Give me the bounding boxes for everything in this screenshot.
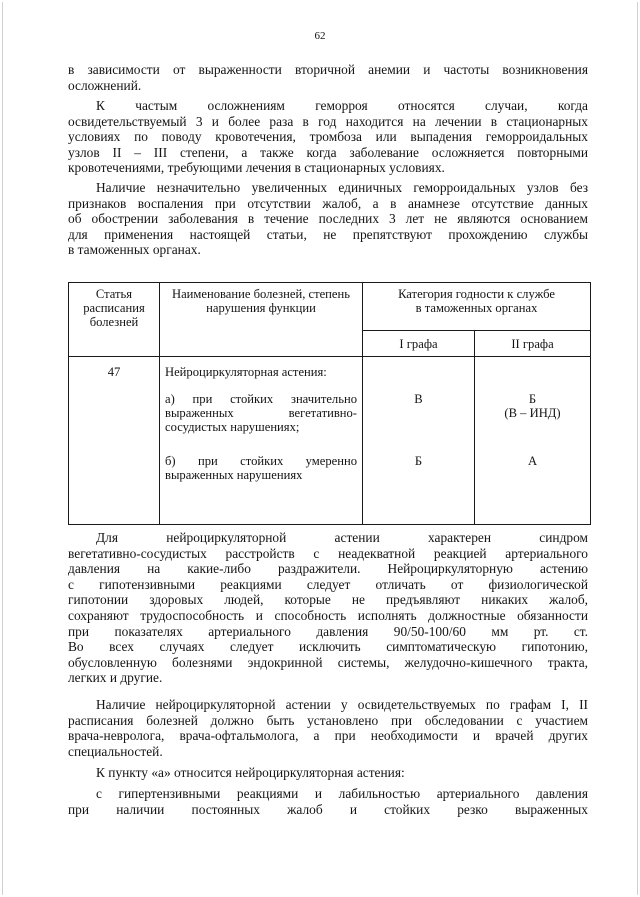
- paragraph-line: признаков воспаления при отсутствии жалоб, а в анамнезе отсутствие данных: [68, 195, 588, 211]
- paragraph-line: условиях по поводу кровотечения, тромбоза или выпадения геморроидальных: [68, 129, 588, 145]
- paragraph-line: обусловленную болезнями эндокринной системы, желудочно-кишечного тракта,: [68, 654, 588, 670]
- paragraph-line: расписания болезней должно быть установлено при обследовании с участием: [68, 712, 588, 728]
- paragraph-line: в таможенных органах.: [68, 242, 201, 258]
- paragraph-line: освидетельствуемый 3 и более раза в год находится на лечении в стационарных: [68, 113, 588, 129]
- paragraph-line: при показателях артериального давления 90/50-100/60 мм рт. ст.: [68, 623, 588, 639]
- disease-cell: [160, 357, 363, 525]
- item-a-line: а) при стойких значительно: [165, 392, 357, 406]
- paragraph-3: [68, 180, 588, 258]
- paragraph-5: [68, 697, 588, 759]
- paragraph-line: Наличие незначительно увеличенных единичных геморроидальных узлов без: [96, 180, 588, 195]
- header-col-1: I графа: [363, 331, 475, 357]
- a-col-1: В: [414, 392, 423, 406]
- paragraph-line: для применения настоящей статьи, не препятствуют прохождению службы: [68, 226, 588, 242]
- header-line: Категория годности к службе: [398, 287, 555, 301]
- a-col-2: [480, 392, 585, 420]
- paragraph-line: в зависимости от выраженности вторичной анемии и частоты возникновения: [68, 62, 588, 77]
- paragraph-line: Наличие нейроциркуляторной астении у освидетельствуемых по графам I, II: [96, 697, 588, 712]
- paragraph-line: врача-невролога, врача-офтальмолога, а при необходимости и врачей других: [68, 728, 588, 744]
- paragraph-2: [68, 98, 588, 176]
- paragraph-line: об обострении заболевания в течение последних 3 лет не являются основанием: [68, 211, 588, 227]
- paragraph-line: с гипотензивными реакциями следует отличать от физиологической: [68, 576, 588, 592]
- paragraph-line: узлов II – III степени, а также когда заболевание осложняется повторными: [68, 144, 588, 160]
- paragraph-line: при наличии постоянных жалоб и стойких резко выраженных: [68, 801, 588, 817]
- paragraph-4: [68, 530, 588, 686]
- paragraph-line: осложнений.: [68, 77, 142, 93]
- paragraph-line: вегетативно-сосудистых расстройств с неадекватной реакцией артериального: [68, 545, 588, 561]
- item-b-line: б) при стойких умеренно: [165, 454, 357, 468]
- fitness-table: [68, 282, 590, 514]
- paragraph-line: давления на какие-либо раздражители. Нейроциркуляторную астению: [68, 561, 588, 577]
- col-1-values: [363, 357, 475, 525]
- disease-title: Нейроциркуляторная астения:: [165, 365, 327, 379]
- header-category: [363, 283, 591, 331]
- header-line: в таможенных органах: [415, 301, 538, 315]
- header-line: расписания: [83, 301, 145, 315]
- b-col-2: А: [527, 454, 538, 468]
- item-a-line: сосудистых нарушениях;: [165, 420, 300, 434]
- article-number: 47: [69, 357, 160, 525]
- a-col-2-line: (В – ИНД): [504, 406, 561, 420]
- a-col-2-line: Б: [528, 392, 537, 406]
- paragraph-1: [68, 62, 588, 93]
- header-line: болезней: [89, 315, 139, 329]
- item-b: [165, 454, 357, 482]
- header-line: Статья: [95, 287, 133, 301]
- item-a: [165, 392, 357, 434]
- paragraph-line: специальностей.: [68, 743, 163, 759]
- item-a-line: выраженных вегетативно-: [165, 406, 357, 420]
- item-b-line: выраженных нарушениях: [165, 468, 303, 482]
- paragraph-line: К пункту «а» относится нейроциркуляторная астения:: [96, 765, 405, 780]
- paragraph-7: [68, 786, 588, 817]
- paragraph-line: Для нейроциркуляторной астении характерен синдром: [96, 530, 588, 545]
- paragraph-line: К частым осложнениям геморроя относятся случаи, когда: [96, 98, 588, 113]
- paragraph-line: Во всех случаях следует исключить симптоматическую гипотонию,: [68, 639, 588, 655]
- header-col-2: II графа: [475, 331, 591, 357]
- col-2-values: [475, 357, 591, 525]
- paragraph-line: кровотечениями, требующими лечения в стационарных условиях.: [68, 160, 445, 176]
- page-number: 62: [314, 30, 326, 42]
- header-article: [69, 283, 160, 357]
- b-col-1: Б: [414, 454, 423, 468]
- paragraph-line: с гипертензивными реакциями и лабильностью артериального давления: [96, 786, 588, 801]
- paragraph-6: [68, 765, 588, 781]
- paragraph-line: легких и другие.: [68, 670, 163, 686]
- paragraph-line: сохраняют трудоспособность и способность исполнять должностные обязанности: [68, 607, 588, 623]
- paragraph-line: гипотонии здоровых людей, которые не предъявляют никаких жалоб,: [68, 592, 588, 608]
- header-line: Наименование болезней, степень: [171, 287, 350, 301]
- header-disease: [160, 283, 363, 357]
- header-line: нарушения функции: [206, 301, 316, 315]
